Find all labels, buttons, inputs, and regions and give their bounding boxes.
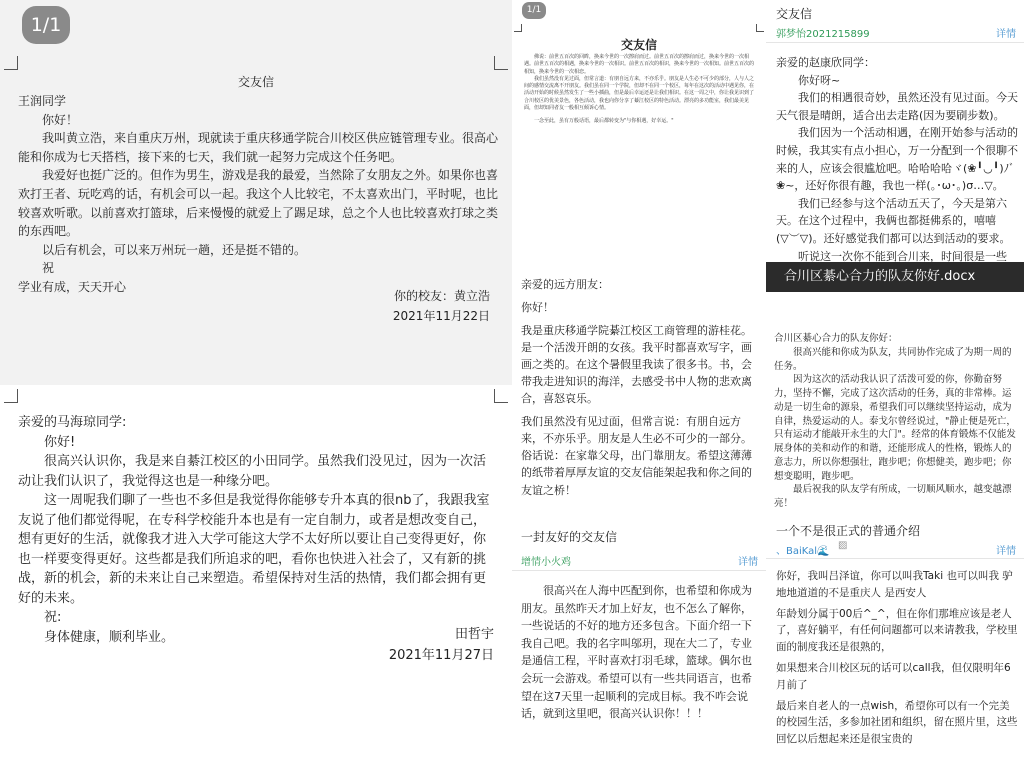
paragraph: 我们因为一个活动相遇，在刚开始参与活动的时候，我其实有点小担心，万一分配到一个很聊不来的人，应该会很尴尬吧。哈哈哈哈ヾ(❀╹◡╹)ﾉﾞ❀~，还好你很有趣，我也一样(｡･ω･｡)σ…▽。 — [776, 126, 1018, 193]
divider — [512, 570, 766, 571]
paragraph: 我们的相遇很奇妙，虽然还没有见过面。今天天气很是晴朗，适合出去走路(因为要刷步数)。 — [776, 91, 1018, 122]
greeting: 合川区綦心合力的队友你好： — [774, 333, 898, 344]
post-panel-guo — [766, 0, 1024, 262]
letter-panel-buddha — [512, 0, 766, 270]
author-name[interactable]: 增情小火鸡 — [521, 557, 571, 568]
letter-title: 交友信 — [620, 38, 657, 52]
signature: 你的校友：黄立浩 — [393, 289, 490, 303]
page-counter-badge: 1/1 — [522, 2, 546, 19]
author-name[interactable]: 郭梦怡2021215899 — [776, 29, 870, 40]
image-icon: ▨ — [838, 540, 848, 551]
paragraph: 很高兴认识你，我是来自綦江校区的小田同学。虽然我们没见过，因为一次活动让我们认识了，我觉得这也是一种缘分吧。 — [18, 454, 487, 489]
author-name[interactable]: 、BaiKal🌊 — [776, 546, 830, 557]
greeting: 亲爱的远方朋友： — [521, 278, 609, 291]
divider — [766, 42, 1024, 43]
signature: 田哲宇 — [454, 627, 494, 642]
document-filename[interactable]: 合川区綦心合力的队友你好.docx — [766, 262, 1024, 292]
paragraph: 佛说：前世五百次的回眸，换来今世的一次擦肩而过。前世五百次的擦肩而过，换来今世的一次相遇。前世五百次的相遇，换来今世的一次相识。前世五百次的相识，换来今世的一次相知。前世五百次的相知，换来今世的一次相恋。 — [524, 54, 755, 75]
crop-corner-icon — [756, 24, 764, 32]
paragraph: 我叫黄立浩，来自重庆万州，现就读于重庆移通学院合川校区供应链管理专业。很高心能和你成为七天搭档，接下来的七天，我们就一起努力完成这个任务吧。 — [18, 131, 499, 164]
wish: 学业有成，天天开心 — [18, 279, 127, 294]
closing: 祝: — [44, 610, 62, 625]
crop-corner-icon — [494, 389, 508, 403]
greeting: 王润同学 — [18, 94, 67, 108]
paragraph: 以后有机会，可以来万州玩一趟，还是挺不错的。 — [42, 242, 307, 257]
post-panel-wu — [512, 520, 766, 768]
hello: 你好！ — [42, 112, 79, 127]
docx-panel-team — [766, 262, 1024, 516]
hello: 你好呀~ — [798, 73, 841, 87]
crop-corner-icon — [494, 56, 508, 70]
letter-title: 交友信 — [237, 75, 274, 89]
details-link[interactable]: 详情 — [738, 557, 758, 568]
hello: 你好！ — [521, 301, 554, 315]
letter-panel-you — [512, 270, 766, 520]
post-title[interactable]: 一个不是很正式的普通介绍 — [776, 524, 921, 538]
crop-corner-icon — [4, 56, 18, 70]
post-title[interactable]: 一封友好的交友信 — [521, 530, 618, 544]
post-panel-lv — [766, 516, 1024, 768]
paragraph: 这一周呢我们聊了一些也不多但是我觉得你能够专升本真的很nb了，我跟我室友说了他们都觉得呢，在专科学校能升本也是有一定自制力，或者是想改变自己，想有更好的生活，就像我才进入大学可能这大学不太好所以要让自己变得更好，你也一样要变得更好。这些都是我们所追求的吧，看你也快进入社会了，又有新的挑战，新的机会，新的未来让自己来塑造。希望保持对生活的热情，我们都会拥有更好的未来。 — [18, 493, 490, 606]
closing: 祝 — [42, 261, 55, 276]
greeting: 亲爱的马海琼同学: — [18, 415, 127, 430]
details-link[interactable]: 详情 — [996, 546, 1016, 557]
paragraph: 听说这一次你不能到合川来，时间很是一些 — [798, 249, 1007, 262]
paragraph: 我们已经参与这个活动五天了，今天是第六天。在这个过程中，我俩也都挺佛系的，嘻嘻(▽︶▽)。还好感觉我们都可以达到活动的要求。 — [776, 196, 1011, 245]
paragraph: 一念至此，虽有万般话语，最后都转变为"与你相遇，好幸运。" — [534, 118, 674, 124]
post-title[interactable]: 交友信 — [776, 7, 813, 21]
letter-panel-tian — [0, 385, 512, 768]
crop-corner-icon — [514, 24, 522, 32]
paragraph: 因为这次的活动我认识了活泼可爱的你，你勤奋努力，坚持不懈，完成了这次活动的任务，真的非常棒。运动是一切生命的源泉，希望我们可以继续坚持运动，成为自律，热爱运动的人。泰戈尔曾经说过，"静止便是死亡，只有运动才能敲开永生的大门"。经常的体育锻炼不仅能发展身体的美和动作的和谐，还能形成人的性格，锻炼人的意志力，所以你想强壮，跑步吧；你想健美，跑步吧；你想变聪明，跑步吧。 — [774, 374, 1016, 482]
hello: 你好! — [44, 434, 76, 450]
paragraph: 我们虽然没有见过面，但常言道：有朋自远方来，不亦乐乎。朋友是人生必不可少的部分，人与人之间的感情交流离不开朋友。我们虽在同一个学院，但却不在同一个校区，每年在这次的活动中遇见你，在活动开始的时候虽然发生了一些小插曲，但是最后幸运还是让我们相识。在这一周之中，你让我见识到了合川校区的优美景色，各色活动，我也向你分享了綦江校区的特色活动。漂亮的多功能室，我们最美见面，但却知同者友一般相互倾诉心情。 — [524, 75, 755, 111]
paragraph: 很高兴能和你成为队友，共同协作完成了为期一周的任务。 — [774, 346, 1012, 372]
page-counter-badge: 1/1 — [22, 6, 70, 44]
paragraph: 我是重庆移通学院綦江校区工商管理的游桂花。是一个活泼开朗的女孩。我平时都喜欢写字，画画之类的。在这个暑假里我读了很多书。书，会带我走进知识的海洋，去感受书中人物的悲欢离合，喜怒哀乐。 — [521, 324, 752, 406]
paragraph: 最后来自老人的一点wish，希望你可以有一个完美的校园生活，多参加社团和组织，留在照片里，这些回忆以后想起来还是很宝贵的 — [776, 699, 1018, 746]
greeting: 亲爱的赵康欣同学： — [776, 56, 875, 69]
details-link[interactable]: 详情 — [996, 29, 1016, 40]
wish: 身体健康，顺利毕业。 — [44, 629, 175, 645]
date: 2021年11月27日 — [388, 647, 494, 663]
paragraph: 如果想来合川校区玩的话可以call我，但仅限明年6月前了 — [776, 661, 1011, 691]
letter-panel-huang — [0, 0, 512, 385]
paragraph: 年龄划分属于00后^_^，但在你们那堆应该是老人了，喜好躺平，有任何问题都可以来请教我，学校里面的制度我还是很熟的， — [776, 607, 1018, 654]
paragraph: 很高兴在人海中匹配到你，也希望和你成为朋友。虽然昨天才加上好友，也不怎么了解你，一些说话的不好的地方还多包含。下面介绍一下我自己吧。我的名字叫邬玥，现在大二了，专业是通信工程，平时喜欢打羽毛球，篮球。偶尔也会玩一会游戏。希望可以有一些共同语言，也希望在这7天里一起顺利的完成目标。我不咋会说话，就到这里吧，很高兴认识你！！！ — [521, 584, 752, 721]
paragraph: 我爱好也挺广泛的。但作为男生，游戏是我的最爱，当然除了女朋友之外。如果你也喜欢打王者、玩吃鸡的话，有机会可以一起。我这个人比较宅，不太喜欢出门，平时呢，也比较喜欢听歌。以前喜欢打篮球，后来慢慢的就爱上了踢足球，总之个人也比较喜欢打球之类的东西吧。 — [18, 168, 499, 239]
paragraph: 你好，我叫吕泽谊，你可以叫我Taki 也可以叫我 驴 地地道道的不是重庆人 是西安人 — [776, 570, 1013, 599]
paragraph: 最后祝我的队友学有所成，一切顺风顺水，越变越漂亮！ — [774, 484, 1012, 510]
crop-corner-icon — [4, 389, 18, 403]
date: 2021年11月22日 — [392, 309, 490, 324]
paragraph: 我们虽然没有见过面，但常言说：有朋自远方来，不亦乐乎。朋友是人生必不可少的一部分。俗话说：在家靠父母，出门靠朋友。希望这薄薄的纸带着厚厚友谊的交友信能架起我和你之间的友谊之桥！ — [521, 415, 752, 497]
divider — [766, 558, 1024, 559]
